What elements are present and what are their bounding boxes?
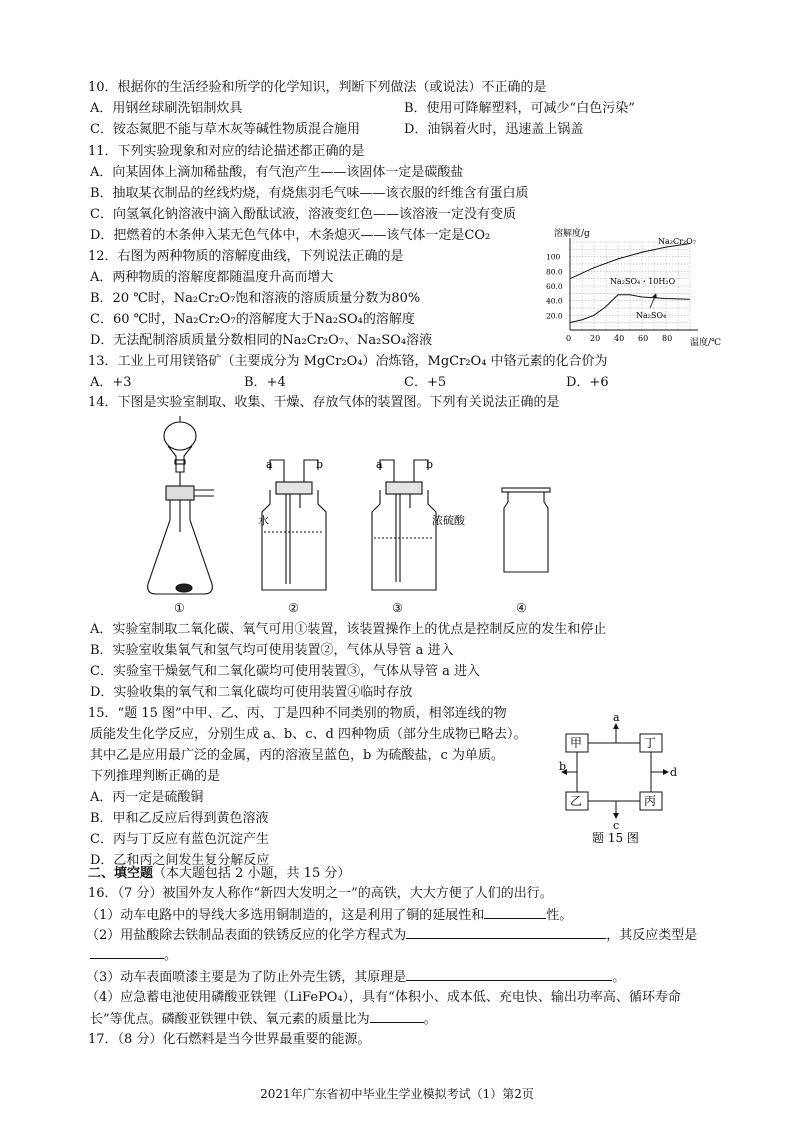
section-2-note: （本大题包括 2 小题，共 15 分） <box>153 866 351 881</box>
q13-option-c: C．+5 <box>404 375 447 390</box>
q16-part4: （4）应急蓄电池使用磷酸亚铁锂（LiFePO₄），具有“体积小、成本低、充电快、输出功率高、循环寿命 <box>86 990 681 1005</box>
q12-option-c: C．60 ℃时，Na₂Cr₂O₇的溶解度大于Na₂SO₄的溶解度 <box>90 312 415 327</box>
q11-option-a: A．向某固体上滴加稀盐酸，有气泡产生——该固体一定是碳酸盐 <box>90 165 464 180</box>
q15-diagram-c: c <box>613 819 620 832</box>
chart-y-tick-label: 20.0 <box>546 311 563 321</box>
apparatus-3-bottle <box>372 460 436 590</box>
q10-option-b: B．使用可降解塑料，可减少“白色污染” <box>404 101 635 116</box>
q10-option-d: D．油锅着火时，迅速盖上锅盖 <box>404 122 584 137</box>
q16-part2: （2）用盐酸除去铁制品表面的铁锈反应的化学方程式为 ，其反应类型是 <box>86 928 698 943</box>
apparatus-diagram <box>140 412 580 620</box>
chart-x-tick-label: 0 <box>566 334 572 343</box>
q14-option-d: D．实验收集的氧气和二氧化碳均可使用装置④临时存放 <box>90 685 413 700</box>
q15-stem-line2: 质能发生化学反应，分别生成 a、b、c、d 四种物质（部分生成物已略去）。 <box>90 727 527 742</box>
q12-stem: 12．右图为两种物质的溶解度曲线，下列说法正确的是 <box>88 249 404 264</box>
q15-diagram-d: d <box>670 766 678 779</box>
chart-x-tick-label: 80 <box>662 334 673 343</box>
q15-stem-line4: 下列推理判断正确的是 <box>90 769 221 784</box>
apparatus-2-number: ② <box>288 601 299 615</box>
apparatus-3-label-acid: 浓硫酸 <box>432 514 465 527</box>
page-footer: 2021年广东省初中毕业生学业模拟考试（1）第2页 <box>260 1087 534 1101</box>
chart-xlabel: 温度/℃ <box>690 338 722 348</box>
section-2-header <box>88 866 350 882</box>
q11-option-b: B．抽取某衣制品的丝线灼烧，有烧焦羽毛气味——该衣服的纤维含有蛋白质 <box>90 186 529 201</box>
q14-option-b: B．实验室收集氧气和氢气均可使用装置②，气体从导管 a 进入 <box>90 643 454 658</box>
q10-option-c: C．铵态氮肥不能与草木灰等碱性物质混合施用 <box>90 122 360 137</box>
q16-part1: （1）动车电路中的导线大多选用铜制造的，这是利用了铜的延展性和 性。 <box>86 908 573 923</box>
apparatus-3-label-a: a <box>376 458 383 471</box>
apparatus-3-number: ③ <box>392 601 403 615</box>
q12-option-a: A．两种物质的溶解度都随温度升高而增大 <box>90 270 334 285</box>
q10-stem: 10．根据你的生活经验和所学的化学知识，判断下列做法（或说法）不正确的是 <box>88 80 547 95</box>
q16-part4-blank[interactable] <box>370 1010 424 1023</box>
q16-stem: 16．（7 分）被国外友人称作“新四大发明之一”的高铁，大大方便了人们的出行。 <box>88 886 553 901</box>
q15-option-c: C．丙与丁反应有蓝色沉淀产生 <box>90 832 269 847</box>
q15-diagram-bing: 丙 <box>644 794 657 808</box>
apparatus-1-flask <box>148 416 214 594</box>
q15-diagram <box>560 712 720 848</box>
q15-diagram-b: b <box>559 760 567 773</box>
chart-y-tick-label: 80.0 <box>546 267 563 277</box>
chart-annotation-na2so4: Na₂SO₄ <box>636 311 667 320</box>
q13-option-b: B．+4 <box>244 375 286 390</box>
q15-stem-line1: 15．“题 15 图”中甲、乙、丙、丁是四种不同类别的物质，相邻连线的物 <box>88 706 507 721</box>
q16-part4-cont: 长”等优点。磷酸亚铁锂中铁、氧元素的质量比为 。 <box>90 1012 437 1027</box>
q11-option-d: D．把燃着的木条伸入某无色气体中，木条熄灭——该气体一定是CO₂ <box>90 228 491 243</box>
q15-option-d: D．乙和丙之间发生复分解反应 <box>90 853 270 868</box>
q16-part3: （3）动车表面喷漆主要是为了防止外壳生锈，其原理是 。 <box>86 970 626 985</box>
chart-annotation-arrow <box>650 294 656 308</box>
apparatus-3-label-b: b <box>426 458 434 471</box>
q15-diagram-jia: 甲 <box>570 736 583 750</box>
chart-y-tick-label: 100 <box>546 252 561 262</box>
q14-option-a: A．实验室制取二氧化碳、氧气可用①装置，该装置操作上的优点是控制反应的发生和停止 <box>90 622 607 637</box>
q10-option-a: A．用钢丝球刷洗铝制炊具 <box>90 101 243 116</box>
chart-y-tick-label: 40.0 <box>546 296 563 306</box>
q14-option-c: C．实验室干燥氨气和二氧化碳均可使用装置③，气体从导管 a 进入 <box>90 664 480 679</box>
q15-diagram-a: a <box>613 711 620 724</box>
apparatus-2-label-a: a <box>266 458 273 471</box>
chart-x-tick-label: 20 <box>590 334 601 343</box>
apparatus-4-number: ④ <box>516 601 527 615</box>
chart-ylabel: 溶解度/g <box>554 229 590 239</box>
q15-diagram-yi: 乙 <box>570 794 583 808</box>
apparatus-2-label-water: 水 <box>258 514 269 527</box>
q14-stem: 14．下图是实验室制取、收集、干燥、存放气体的装置图。下列有关说法正确的是 <box>88 395 560 410</box>
q11-stem: 11．下列实验现象和对应的结论描述都正确的是 <box>88 144 365 159</box>
q16-part1-blank[interactable] <box>484 906 546 919</box>
q15-diagram-ding: 丁 <box>644 736 657 750</box>
q16-part3-blank[interactable] <box>406 968 612 981</box>
q16-part2-equation-blank[interactable] <box>406 926 606 939</box>
q15-option-b: B．甲和乙反应后得到黄色溶液 <box>90 811 269 826</box>
q12-option-d: D．无法配制溶质质量分数相同的Na₂Cr₂O₇、Na₂SO₄溶液 <box>90 333 433 348</box>
q13-option-d: D．+6 <box>566 375 609 390</box>
q12-option-b: B．20 ℃时，Na₂Cr₂O₇饱和溶液的溶质质量分数为80% <box>90 291 421 306</box>
q15-option-a: A．丙一定是硫酸铜 <box>90 790 204 805</box>
chart-x-tick-label: 60 <box>638 334 649 343</box>
section-2-title: 二、填空题 <box>88 866 154 881</box>
chart-x-tick-label: 40 <box>614 334 625 343</box>
q16-part2-type-blank[interactable] <box>90 946 164 959</box>
q11-option-c: C．向氢氧化钠溶液中滴入酚酞试液，溶液变红色——该溶液一定没有变质 <box>90 207 516 222</box>
chart-annotation-na2so4-10h2o: Na₂SO₄・10H₂O <box>610 277 676 286</box>
q13-stem: 13．工业上可用镁铬矿（主要成分为 MgCr₂O₄）冶炼铬，MgCr₂O₄ 中铬元素的化合价为 <box>88 354 608 369</box>
solubility-chart <box>540 226 722 348</box>
apparatus-1-number: ① <box>174 601 185 615</box>
q16-part2-cont: 。 <box>90 946 177 964</box>
chart-y-tick-label: 60.0 <box>546 282 563 291</box>
apparatus-4-gas-jar <box>502 488 550 572</box>
chart-annotation-na2cr2o7: Na₂Cr₂O₇ <box>658 237 696 246</box>
q17-stem: 17．（8 分）化石燃料是当今世界最重要的能源。 <box>88 1032 371 1047</box>
apparatus-2-bottle <box>262 460 326 590</box>
q15-stem-line3: 其中乙是应用最广泛的金属，丙的溶液呈蓝色，b 为硫酸盐，c 为单质。 <box>90 748 504 763</box>
q13-option-a: A．+3 <box>90 375 132 390</box>
q15-diagram-caption: 题 15 图 <box>592 831 639 845</box>
apparatus-2-label-b: b <box>316 458 324 471</box>
